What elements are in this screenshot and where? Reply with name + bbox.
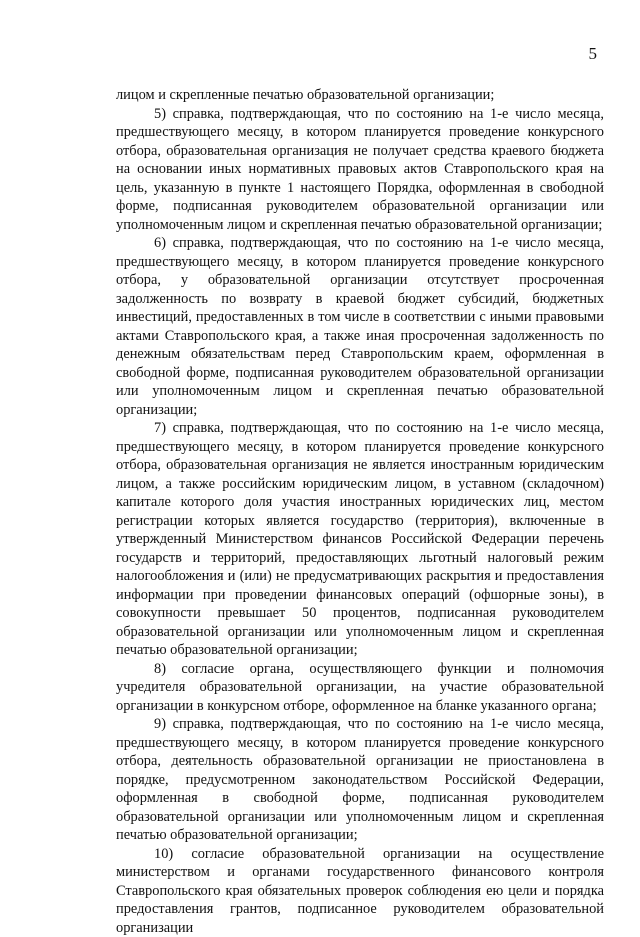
page-number: 5 — [589, 44, 598, 64]
paragraph-item-9: 9) справка, подтверждающая, что по состоянию на 1-е число месяца, предшествующего месяцу, в котором планируется проведение конкурсного отбора, деятельность образовательной организации не приостановлена в порядке, предусмотренном законодательством Российской Федерации, оформленная в свободной форме, подписанная руководителем образовательной организации или уполномоченным лицом и скрепленная печатью образовательной организации; — [116, 715, 604, 845]
paragraph-item-10: 10) согласие образовательной организации на осуществление министерством и органами государственного финансового контроля Ставропольского края обязательных проверок соблюдения ею цели и порядка предоставления грантов, подписанное руководителем образовательной организации — [116, 845, 604, 937]
paragraph-item-8: 8) согласие органа, осуществляющего функции и полномочия учредителя образовательной организации, на участие образовательной организации в конкурсном отборе, оформленное на бланке указанного органа; — [116, 660, 604, 716]
paragraph-item-7: 7) справка, подтверждающая, что по состоянию на 1-е число месяца, предшествующего месяцу, в котором планируется проведение конкурсного отбора, образовательная организация не является иностранным юридическим лицом, а также российским юридическим лицом, в уставном (складочном) капитале которого доля участия иностранных юридических лиц, местом регистрации которых является государство (территория), включенные в утвержденный Министерством финансов Российской Федерации перечень государств и территорий, предоставляющих льготный налоговый режим налогообложения и (или) не предусматривающих раскрытия и предоставления информации при проведении финансовых операций (офшорные зоны), в совокупности превышает 50 процентов, подписанная руководителем образовательной организации или уполномоченным лицом и скрепленная печатью образовательной организации; — [116, 419, 604, 660]
document-body — [116, 86, 604, 937]
paragraph-item-5: 5) справка, подтверждающая, что по состоянию на 1-е число месяца, предшествующего месяцу, в котором планируется проведение конкурсного отбора, образовательная организация не получает средства краевого бюджета на основании иных нормативных правовых актов Ставропольского края на цель, указанную в пункте 1 настоящего Порядка, оформленная в свободной форме, подписанная руководителем образовательной организации или уполномоченным лицом и скрепленная печатью образовательной организации; — [116, 105, 604, 235]
paragraph-continuation: лицом и скрепленные печатью образовательной организации; — [116, 86, 604, 105]
paragraph-item-6: 6) справка, подтверждающая, что по состоянию на 1-е число месяца, предшествующего месяцу, в котором планируется проведение конкурсного отбора, у образовательной организации отсутствует просроченная задолженность по возврату в краевой бюджет субсидий, бюджетных инвестиций, предоставленных в том числе в соответствии с иными правовыми актами Ставропольского края, а также иная просроченная задолженность по денежным обязательствам перед Ставропольским краем, оформленная в свободной форме, подписанная руководителем образовательной организации или уполномоченным лицом и скрепленная печатью образовательной организации; — [116, 234, 604, 419]
